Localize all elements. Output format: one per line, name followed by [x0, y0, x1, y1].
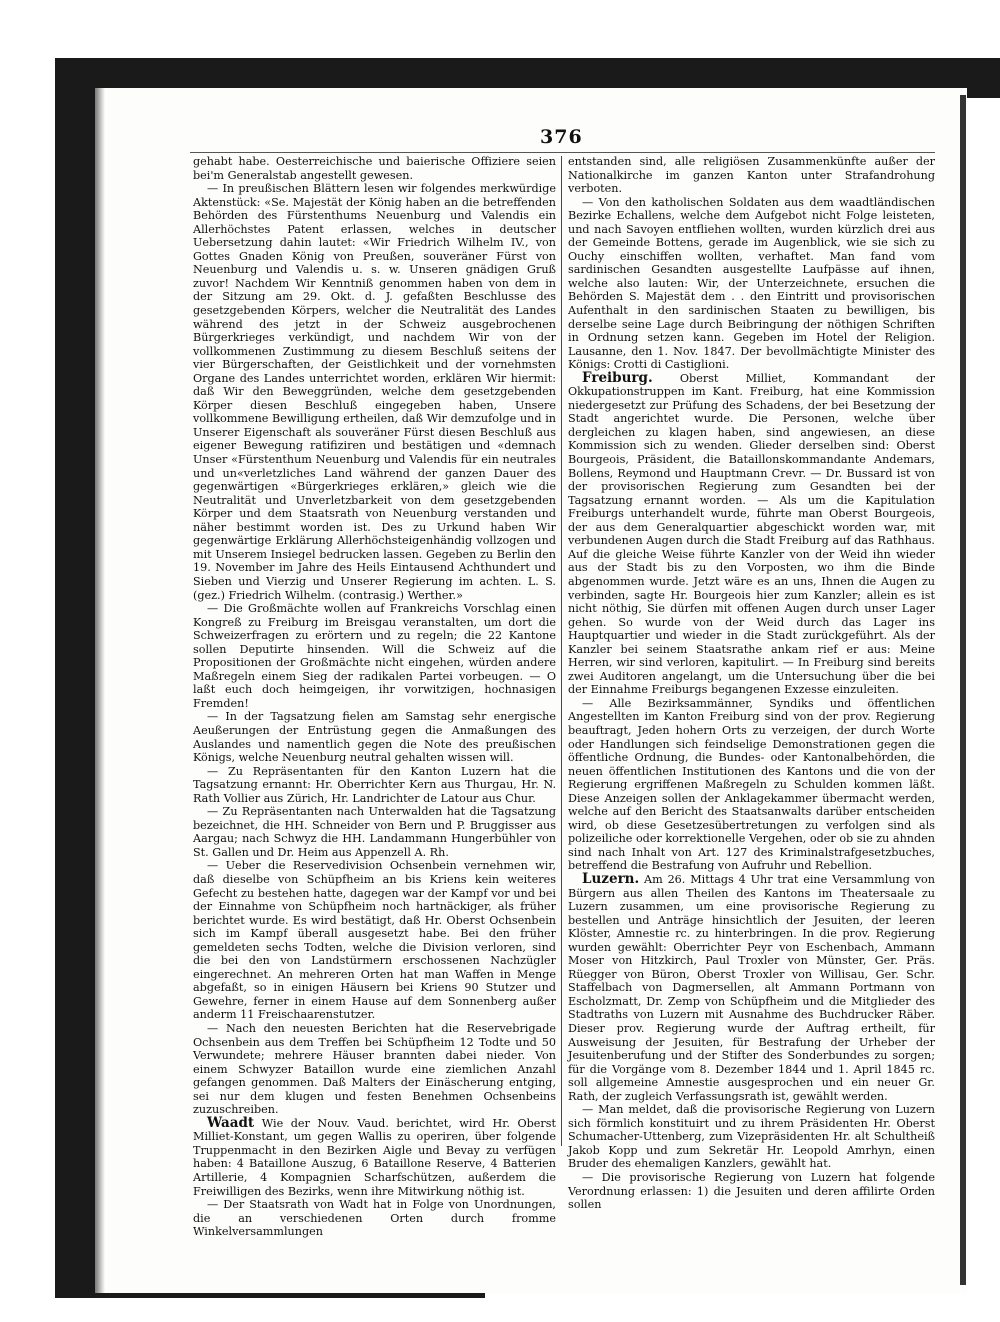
- article-text: — Zu Repräsentanten nach Unterwalden hat die Tagsatzung bezeichnet, die HH. Schneider von Bern und P. Bruggisser aus Aargau; nach Schwyz die HH. Landammann Hungerbühler von St. Gallen und Dr. Heim aus Appenzell A. Rh.: [193, 805, 556, 859]
- article-paragraph: [193, 182, 556, 602]
- article-paragraph: [568, 369, 935, 697]
- article-text: — Nach den neuesten Berichten hat die Reservebrigade Ochsenbein aus dem Treffen bei Schüpfheim 12 Todte und 50 Verwundete; mehrere Häuser brannten dabei nieder. Von einem Schwyzer Bataillon wurde eine ziemlichen Anzahl gefangen genommen. Daß Malters der Einäscherung entging, sei nur dem klugen und festen Benehmen Ochsenbeins zuzuschreiben.: [193, 1022, 556, 1117]
- article-text: — Alle Bezirksammänner, Syndiks und öffentlichen Angestellten im Kanton Freiburg sind von der prov. Regierung beauftragt, Jeden hohern Orts zu verzeigen, der durch Worte oder Handlungen sich feindselige Demonstrationen gegen die öffentliche Ordnung, die Bundes- oder Kantonalbehörden, die neuen öffentlichen Institutionen des Kantons und die von der Regierung ergriffenen Maßregeln zu Schulden kommen läßt. Diese Anzeigen sollen der Anklagekammer übermacht werden, welche auf den Bericht des Staatsanwalts darüber entscheiden wird, ob diese Gesetzesübertretungen zu verfolgen sind als polizeiliche oder korrektionelle Vergehen, oder ob sie zu ahnden sind nach Inhalt von Art. 127 des Kriminalstrafgesetzbuches, betreffend die Bestrafung von Aufruhr und Rebellion.: [568, 696, 935, 873]
- article-rubric: Luzern.: [582, 870, 640, 887]
- article-paragraph: [568, 870, 935, 1103]
- article-text: — Der Staatsrath von Wadt hat in Folge von Unordnungen, die an verschiedenen Orten durch fromme Winkelversammlungen: [193, 1198, 556, 1239]
- article-text: — Man meldet, daß die provisorische Regierung von Luzern sich förmlich konstituirt und zu ihrem Präsidenten Hr. Oberst Schumacher-Uttenberg, zum Vizepräsidenten Hr. alt Schultheiß Jakob Kopp und zum Sekretär Hr. Leopold Amrhyn, einen Bruder des ehemaligen Kanzlers, gewählt hat.: [568, 1103, 935, 1171]
- column-divider: [561, 156, 562, 1146]
- article-text: Wie der Nouv. Vaud. berichtet, wird Hr. Oberst Milliet-Konstant, um gegen Wallis zu operiren, über folgende Truppenmacht in den Bezirken Aigle und Bevay zu verfügen haben: 4 Bataillone Auszug, 6 Bataillone Reserve, 4 Batterien Artillerie, 4 Kompagnien Scharfschützen, außerdem die Freiwilligen des Bezirks, wenn ihre Mitwirkung nöthig ist.: [193, 1116, 556, 1198]
- article-paragraph: [568, 155, 935, 196]
- article-paragraph: [193, 1022, 556, 1117]
- scan-border-left: [55, 58, 95, 1298]
- article-paragraph: [193, 710, 556, 764]
- page-right-edge: [960, 95, 966, 1285]
- article-text: Oberst Milliet, Kommandant der Okkupationstruppen im Kant. Freiburg, hat eine Kommission niedergesetzt zur Prüfung des Schadens, der bei Besetzung der Stadt angerichtet wurde. Die Personen, welche über dergleichen zu klagen haben, sind angewiesen, an diese Kommission sich zu wenden. Glieder derselben sind: Oberst Bourgeois, Präsident, die Bataillonskommandante Andemars, Bollens, Reymond und Hauptmann Crevr. — Dr. Bussard ist von der provisorischen Regierung zum Gesandten bei der Tagsatzung ernannt worden. — Als um die Kapitulation Freiburgs unterhandelt wurde, führte man Oberst Bourgeois, der aus dem Generalquartier abgeschickt worden war, mit verbundenen Augen durch die Stadt Freiburg auf das Rathhaus. Auf die gleiche Weise führte Kanzler von der Weid ihn wieder aus der Stadt bis zu den Vorposten, wo ihm die Binde abgenommen wurde. Jetzt wäre es an uns, Ihnen die Augen zu verbinden, sagte Hr. Bourgeois hier zum Kanzler; allein es ist nicht nöthig, Sie dürfen mit offenen Augen durch unser Lager gehen. So wurde von der Weid durch das Lager ins Hauptquartier und wieder in die Stadt zurückgeführt. Als der Kanzler bei seinem Staatsrathe ankam rief er aus: Meine Herren, wir sind verloren, kapitulirt. — In Freiburg sind bereits zwei Auditoren angelangt, um die Untersuchung über die bei der Einnahme Freiburgs begangenen Exzesse einzuleiten.: [568, 371, 935, 697]
- page-number: 376: [540, 126, 583, 148]
- article-text: — In der Tagsatzung fielen am Samstag sehr energische Aeußerungen der Entrüstung gegen die Anmaßungen des Auslandes und namentlich gegen die Note des preußischen Königs, welche Neuenburg neutral gehalten wissen will.: [193, 710, 556, 765]
- article-text: — In preußischen Blättern lesen wir folgendes merkwürdige Aktenstück: «Se. Majestät der König haben an die betreffenden Behörden des Fürstenthums Neuenburg und Valendis ein Allerhöchstes Patent erlassen, welches in deutscher Uebersetzung dahin lautet: «Wir Friedrich Wilhelm IV., von Gottes Gnaden König von Preußen, souveräner Fürst von Neuenburg und Valendis u. s. w. Unseren gnädigen Gruß zuvor! Nachdem Wir Kenntniß genommen haben von dem in der Sitzung am 29. Okt. d. J. gefaßten Beschlusse des gesetzgebenden Körpers, welcher die Neutralität des Landes während des jetzt in der Schweiz ausgebrochenen Bürgerkrieges verkündigt, und nachdem Wir von der vollkommenen Zustimmung zu diesem Beschluß seitens der vier Bürgerschaften, der Geistlichkeit und der vornehmsten Organe des Landes unterrichtet worden, erklären Wir hiermit: daß Wir den Beweggründen, welche dem gesetzgebenden Körper diesen Beschluß eingegeben haben, Unsere vollkommene Bewilligung ertheilen, daß Wir demzufolge und in Unserer Eigenschaft als souveräner Fürst diesen Beschluß aus eigener Bewegung ratifiziren und bestätigen und «demnach Unser «Fürstenthum Neuenburg und Valendis für ein neutrales und un«verletzliches Land während der ganzen Dauer des gegenwärtigen «Bürgerkrieges erklären,» gleich wie die Neutralität und Unverletzbarkeit von dem gesetzgebenden Körper und dem Staatsrath von Neuenburg verstanden und näher bestimmt worden ist. Des zu Urkund haben Wir gegenwärtige Erklärung Allerhöchsteigenhändig vollzogen und mit Unserem Insiegel bedrucken lassen. Gegeben zu Berlin den 19. November im Jahre des Heils Eintausend Achthundert und Sieben und Vierzig und Unserer Regierung im achten. L. S. (gez.) Friedrich Wilhelm. (contrasig.) Werther.»: [193, 182, 556, 602]
- article-text: — Die provisorische Regierung von Luzern hat folgende Verordnung erlassen: 1) die Jesuiten und deren affilirte Orden sollen: [568, 1171, 935, 1212]
- article-text: — Zu Repräsentanten für den Kanton Luzern hat die Tagsatzung ernannt: Hr. Oberrichter Kern aus Thurgau, Hr. N. Rath Vollier aus Zürich, Hr. Landrichter de Latour aus Chur.: [193, 764, 556, 805]
- right-column: [568, 155, 935, 1212]
- article-paragraph: [193, 155, 556, 182]
- article-text: — Ueber die Reservedivision Ochsenbein vernehmen wir, daß dieselbe von Schüpfheim an bis Kriens kein weiteres Gefecht zu bestehen hatte, dagegen war der Kampf vor und bei der Einnahme von Schüpfheim noch hartnäckiger, als früher berichtet wurde. Es wird bestätigt, daß Hr. Oberst Ochsenbein sich im Kampf überall ausgesetzt habe. Bei den früher gemeldeten sechs Todten, welche die Division verloren, sind die bei den von Landstürmern erschossenen Nachzügler eingerechnet. An mehreren Orten hat man Waffen in Menge abgefaßt, so in einigen Häusern bei Kriens 90 Stutzer und Gewehre, ferner in einem Hause auf dem Sonnenberg außer anderm 11 Freischaarenstutzer.: [193, 859, 556, 1022]
- article-text: entstanden sind, alle religiösen Zusammenkünfte außer der Nationalkirche im ganzen Kanton unter Strafandrohung verboten.: [568, 155, 935, 196]
- article-text: — Die Großmächte wollen auf Frankreichs Vorschlag einen Kongreß zu Freiburg im Breisgau veranstalten, um dort die Schweizerfragen zu erörtern und zu regeln; die 22 Kantone sollen Deputirte hinsenden. Will die Schweiz auf die Propositionen der Großmächte nicht eingehen, würden andere Maßregeln einem Sieg der radikalen Partei vorbeugen. — O laßt euch doch heimgeigen, ihr vorwitzigen, hochnasigen Fremden!: [193, 602, 556, 710]
- page-spine-shadow: [95, 88, 105, 1293]
- article-paragraph: [193, 765, 556, 806]
- article-paragraph: [568, 697, 935, 873]
- article-rubric: Waadt: [207, 1114, 255, 1131]
- article-paragraph: [193, 805, 556, 859]
- article-text: gehabt habe. Oesterreichische und baierische Offiziere seien bei'm Generalstab angestellt gewesen.: [193, 155, 556, 182]
- article-paragraph: [568, 1171, 935, 1212]
- scan-border-top: [55, 58, 1000, 90]
- article-paragraph: [568, 196, 935, 372]
- article-text: — Von den katholischen Soldaten aus dem waadtländischen Bezirke Echallens, welche dem Aufgebot nicht Folge leisteten, und nach Savoyen entfliehen wollten, wurden kürzlich drei aus der Gemeinde Bottens, gerade im Augenblick, wie sie sich zu Ouchy einschiffen wollten, verhaftet. Man fand vom sardinischen Gesandten ausgestellte Laufpässe auf ihnen, welche also lauten: Wir, der Unterzeichnete, ersuchen die Behörden S. Majestät dem . . den Eintritt und provisorischen Aufenthalt in den sardinischen Staaten zu bewilligen, bis derselbe seine Lage durch Beibringung der nöthigen Schriften in Ordnung setzen kann. Gegeben im Hotel der Religion. Lausanne, den 1. Nov. 1847. Der bevollmächtigte Minister des Königs: Crotti di Castiglioni.: [568, 195, 935, 372]
- left-column: [193, 155, 556, 1239]
- article-rubric: Freiburg.: [582, 369, 653, 386]
- header-rule: [190, 152, 935, 153]
- article-paragraph: [568, 1103, 935, 1171]
- article-paragraph: [193, 859, 556, 1022]
- article-paragraph: [193, 602, 556, 710]
- article-paragraph: [193, 1198, 556, 1239]
- article-paragraph: [193, 1114, 556, 1198]
- article-text: Am 26. Mittags 4 Uhr trat eine Versammlung von Bürgern aus allen Theilen des Kantons im Theatersaale zu Luzern zusammen, um eine provisorische Regierung zu bestellen und Anträge hinsichtlich der Jesuiten, der leeren Klöster, Amnestie rc. zu hinterbringen. In die prov. Regierung wurden gewählt: Oberrichter Peyr von Eschenbach, Ammann Moser von Hitzkirch, Paul Troxler von Münster, Ger. Präs. Rüegger von Büron, Oberst Troxler von Willisau, Ger. Schr. Staffelbach von Dagmersellen, alt Ammann Portmann von Escholzmatt, Dr. Zemp von Schüpfheim und die Mitglieder des Stadtraths von Luzern mit Ausnahme des Buchdrucker Räber. Dieser prov. Regierung wurde der Auftrag ertheilt, für Ausweisung der Jesuiten, für Bestrafung der Urheber der Jesuitenberufung und der Stifter des Sonderbundes zu sorgen; für die Vorgänge vom 8. Dezember 1844 und 1. April 1845 rc. soll allgemeine Amnestie ausgesprochen und ein neuer Gr. Rath, der zugleich Verfassungsrath ist, gewählt werden.: [568, 872, 935, 1103]
